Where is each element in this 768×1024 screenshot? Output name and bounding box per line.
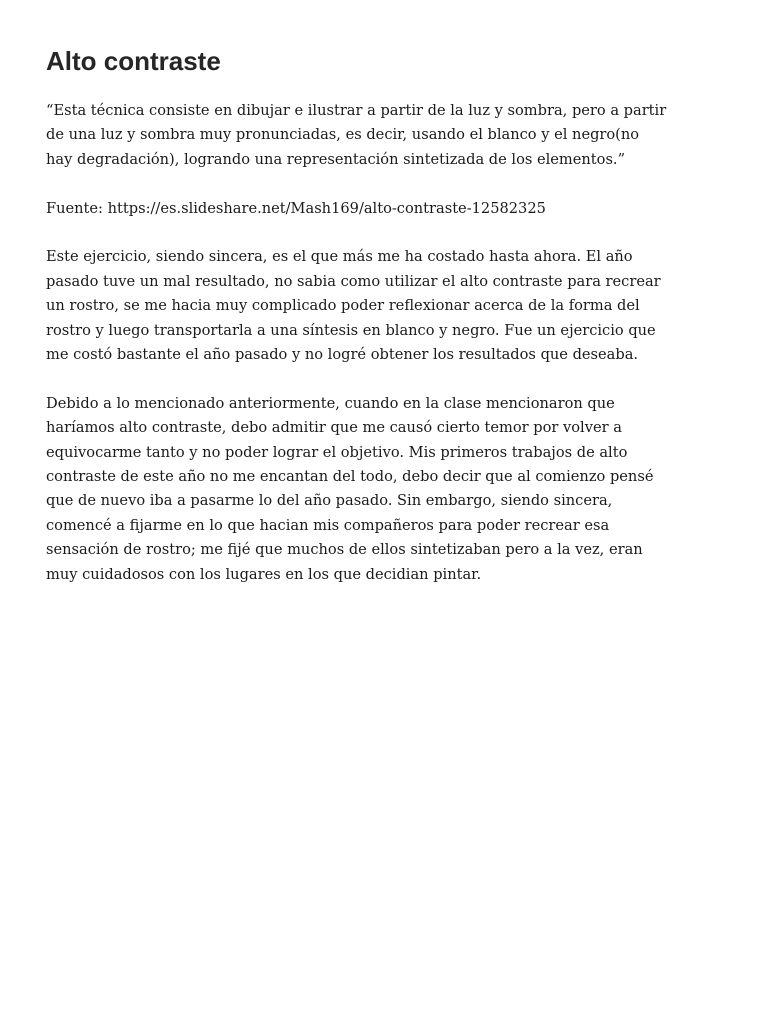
source-line: Fuente: https://es.slideshare.net/Mash169/alto-contraste-12582325 xyxy=(46,199,546,217)
source-paragraph xyxy=(46,197,736,221)
text-line: muy cuidadosos con los lugares en los que decidian pintar. xyxy=(46,565,482,583)
text-line: Este ejercicio, siendo sincera, es el que más me ha costado hasta ahora. El año xyxy=(46,248,633,266)
body-paragraph-2 xyxy=(46,392,736,587)
document-page xyxy=(46,44,736,611)
text-line: equivocarme tanto y no poder lograr el objetivo. Mis primeros trabajos de alto xyxy=(46,443,628,461)
text-line: hay degradación), logrando una representación sintetizada de los elementos.” xyxy=(46,150,626,168)
text-line: sensación de rostro; me fijé que muchos de ellos sintetizaban pero a la vez, eran xyxy=(46,541,643,559)
text-line: haríamos alto contraste, debo admitir que me causó cierto temor por volver a xyxy=(46,419,622,437)
text-line: de una luz y sombra muy pronunciadas, es decir, usando el blanco y el negro(no xyxy=(46,126,640,144)
page-title: Alto contraste xyxy=(46,46,221,76)
body-paragraph-1 xyxy=(46,245,736,367)
text-line: contraste de este año no me encantan del todo, debo decir que al comienzo pensé xyxy=(46,468,654,486)
text-line: Debido a lo mencionado anteriormente, cuando en la clase mencionaron que xyxy=(46,394,615,412)
text-line: rostro y luego transportarla a una síntesis en blanco y negro. Fue un ejercicio que xyxy=(46,321,656,339)
text-line: comencé a fijarme en lo que hacian mis compañeros para poder recrear esa xyxy=(46,516,610,534)
text-line: que de nuevo iba a pasarme lo del año pasado. Sin embargo, siendo sincera, xyxy=(46,492,613,510)
text-line: “Esta técnica consiste en dibujar e ilustrar a partir de la luz y sombra, pero a partir xyxy=(46,102,667,119)
quote-paragraph xyxy=(46,99,736,172)
text-line: un rostro, se me hacia muy complicado poder reflexionar acerca de la forma del xyxy=(46,297,640,315)
text-line: pasado tuve un mal resultado, no sabia como utilizar el alto contraste para recrear xyxy=(46,272,661,290)
text-line: me costó bastante el año pasado y no logré obtener los resultados que deseaba. xyxy=(46,346,639,364)
